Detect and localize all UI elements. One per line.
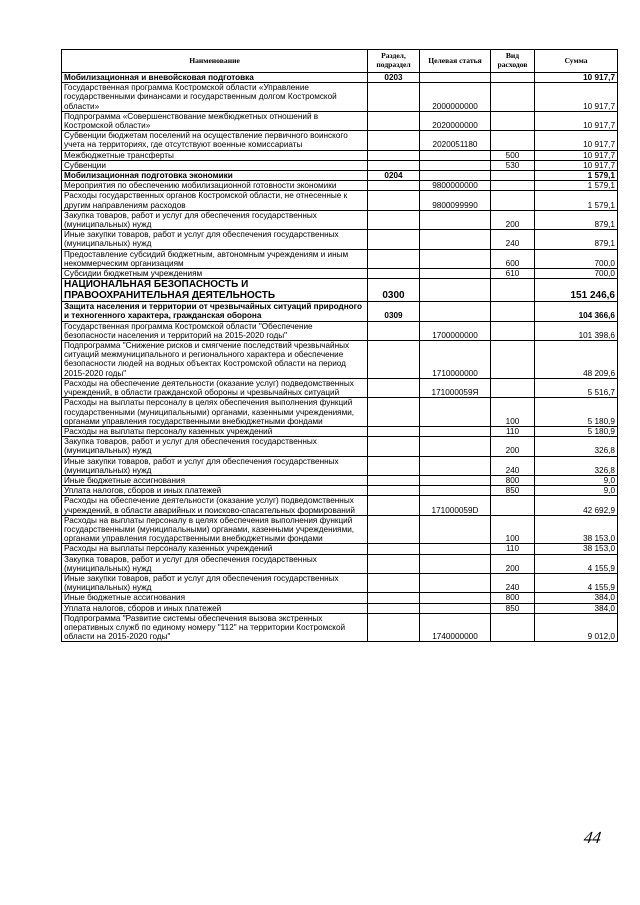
cell-sum: 9,0 — [535, 486, 618, 496]
cell-type — [491, 171, 535, 181]
table-row — [62, 456, 618, 475]
table-row — [62, 191, 618, 210]
cell-section — [368, 475, 420, 485]
cell-name: Расходы на выплаты персоналу казенных учреждений — [62, 544, 368, 554]
cell-name: Субвенции бюджетам поселений на осуществление первичного воинского учета на территориях, где отсутствуют военные комиссариаты — [62, 131, 368, 150]
cell-target — [420, 398, 491, 427]
cell-section — [368, 426, 420, 436]
header-sum: Сумма — [535, 50, 618, 73]
page-number: 44 — [582, 828, 603, 847]
cell-section: 0309 — [368, 302, 420, 321]
cell-section — [368, 613, 420, 642]
cell-section — [368, 210, 420, 229]
cell-target — [420, 249, 491, 268]
cell-target: 9800000000 — [420, 181, 491, 191]
cell-target: 9800099990 — [420, 191, 491, 210]
cell-target — [420, 603, 491, 613]
cell-type — [491, 83, 535, 112]
cell-sum: 151 246,6 — [535, 279, 618, 302]
cell-sum: 10 917,7 — [535, 131, 618, 150]
cell-type — [491, 341, 535, 379]
cell-sum: 1 579,1 — [535, 171, 618, 181]
cell-target — [420, 515, 491, 544]
cell-section: 0204 — [368, 171, 420, 181]
budget-table — [61, 49, 618, 642]
table-row — [62, 210, 618, 229]
cell-type — [491, 279, 535, 302]
cell-target — [420, 554, 491, 573]
table-row — [62, 171, 618, 181]
cell-target: 1710000000 — [420, 341, 491, 379]
cell-name: Иные закупки товаров, работ и услуг для обеспечения государственных (муниципальных) нужд — [62, 456, 368, 475]
cell-target — [420, 150, 491, 160]
cell-type: 240 — [491, 573, 535, 592]
cell-section — [368, 593, 420, 603]
cell-type — [491, 111, 535, 130]
cell-section — [368, 554, 420, 573]
table-row — [62, 150, 618, 160]
cell-type: 240 — [491, 230, 535, 249]
cell-target — [420, 593, 491, 603]
table-row — [62, 302, 618, 321]
cell-type: 100 — [491, 398, 535, 427]
cell-sum: 700,0 — [535, 269, 618, 279]
cell-type: 610 — [491, 269, 535, 279]
cell-name: Подпрограмма «Совершенствование межбюджетных отношений в Костромской области» — [62, 111, 368, 130]
cell-type: 100 — [491, 515, 535, 544]
cell-target — [420, 486, 491, 496]
cell-target: 1740000000 — [420, 613, 491, 642]
cell-section — [368, 269, 420, 279]
cell-section — [368, 83, 420, 112]
cell-type: 530 — [491, 160, 535, 170]
cell-target: 2020000000 — [420, 111, 491, 130]
cell-target: 171000059Я — [420, 378, 491, 397]
table-row — [62, 573, 618, 592]
table-row — [62, 496, 618, 515]
cell-name: Расходы на обеспечение деятельности (оказание услуг) подведомственных учреждений, в области гражданской обороны и чрезвычайных ситуаций — [62, 378, 368, 397]
cell-name: Иные закупки товаров, работ и услуг для обеспечения государственных (муниципальных) нужд — [62, 573, 368, 592]
cell-section — [368, 437, 420, 456]
cell-name: Мобилизационная подготовка экономики — [62, 171, 368, 181]
cell-name: Межбюджетные трансферты — [62, 150, 368, 160]
cell-type — [491, 131, 535, 150]
table-row — [62, 613, 618, 642]
cell-sum: 38 153,0 — [535, 544, 618, 554]
cell-name: Расходы на выплаты персоналу казенных учреждений — [62, 426, 368, 436]
cell-name: Иные закупки товаров, работ и услуг для обеспечения государственных (муниципальных) нужд — [62, 230, 368, 249]
cell-name: Уплата налогов, сборов и иных платежей — [62, 486, 368, 496]
cell-name: Мобилизационная и вневойсковая подготовка — [62, 73, 368, 83]
cell-type: 110 — [491, 544, 535, 554]
cell-type — [491, 181, 535, 191]
cell-sum: 5 516,7 — [535, 378, 618, 397]
cell-section — [368, 341, 420, 379]
cell-section: 0300 — [368, 279, 420, 302]
cell-section — [368, 486, 420, 496]
cell-sum: 10 917,7 — [535, 150, 618, 160]
table-row — [62, 378, 618, 397]
cell-type: 500 — [491, 150, 535, 160]
cell-type: 240 — [491, 456, 535, 475]
cell-sum: 4 155,9 — [535, 573, 618, 592]
cell-sum: 101 398,6 — [535, 321, 618, 340]
cell-target — [420, 475, 491, 485]
cell-target — [420, 426, 491, 436]
cell-type: 800 — [491, 475, 535, 485]
cell-type: 800 — [491, 593, 535, 603]
cell-name: Расходы на обеспечение деятельности (оказание услуг) подведомственных учреждений, в области аварийных и поисково-спасательных формирований — [62, 496, 368, 515]
cell-sum: 5 180,9 — [535, 398, 618, 427]
budget-table-page — [61, 49, 617, 642]
cell-type — [491, 302, 535, 321]
cell-target — [420, 160, 491, 170]
cell-type — [491, 191, 535, 210]
cell-sum: 9 012,0 — [535, 613, 618, 642]
cell-target — [420, 279, 491, 302]
header-name: Наименование — [62, 50, 368, 73]
cell-target — [420, 302, 491, 321]
table-row — [62, 131, 618, 150]
cell-section — [368, 456, 420, 475]
cell-name: Субвенции — [62, 160, 368, 170]
cell-type: 200 — [491, 210, 535, 229]
cell-type — [491, 378, 535, 397]
table-row — [62, 249, 618, 268]
cell-sum: 104 366,6 — [535, 302, 618, 321]
cell-target — [420, 210, 491, 229]
table-row — [62, 593, 618, 603]
cell-name: Иные бюджетные ассигнования — [62, 475, 368, 485]
cell-sum: 38 153,0 — [535, 515, 618, 544]
cell-sum: 4 155,9 — [535, 554, 618, 573]
cell-target — [420, 437, 491, 456]
table-row — [62, 426, 618, 436]
cell-target — [420, 544, 491, 554]
table-row — [62, 341, 618, 379]
cell-section — [368, 603, 420, 613]
cell-type: 200 — [491, 554, 535, 573]
table-row — [62, 321, 618, 340]
table-row — [62, 603, 618, 613]
cell-sum: 384,0 — [535, 593, 618, 603]
cell-sum: 326,8 — [535, 456, 618, 475]
cell-name: Расходы на выплаты персоналу в целях обеспечения выполнения функций государственными (муниципальными) органами, казенными учреждениями, органами управления государственными внебюджетными фондами — [62, 515, 368, 544]
table-body — [62, 73, 618, 642]
cell-type — [491, 496, 535, 515]
table-row — [62, 279, 618, 302]
cell-name: Расходы на выплаты персоналу в целях обеспечения выполнения функций государственными (муниципальными) органами, казенными учреждениями, органами управления государственными внебюджетными фондами — [62, 398, 368, 427]
cell-sum: 42 692,9 — [535, 496, 618, 515]
cell-section: 0203 — [368, 73, 420, 83]
cell-sum: 384,0 — [535, 603, 618, 613]
table-row — [62, 83, 618, 112]
cell-target — [420, 73, 491, 83]
cell-name: Закупка товаров, работ и услуг для обеспечения государственных (муниципальных) нужд — [62, 437, 368, 456]
table-row — [62, 515, 618, 544]
cell-name: Подпрограмма "Развитие системы обеспечения вызова экстренных оперативных служб по единому номеру "112" на территории Костромской области на 2015-2020 годы" — [62, 613, 368, 642]
cell-target: 171000059D — [420, 496, 491, 515]
cell-name: Защита населения и территории от чрезвычайных ситуаций природного и техногенного характера, гражданская оборона — [62, 302, 368, 321]
cell-target — [420, 230, 491, 249]
table-row — [62, 437, 618, 456]
cell-name: Закупка товаров, работ и услуг для обеспечения государственных (муниципальных) нужд — [62, 554, 368, 573]
table-header-row — [62, 50, 618, 73]
header-type: Вид расходов — [491, 50, 535, 73]
table-row — [62, 554, 618, 573]
table-row — [62, 269, 618, 279]
cell-section — [368, 150, 420, 160]
cell-type — [491, 613, 535, 642]
cell-section — [368, 321, 420, 340]
table-row — [62, 160, 618, 170]
cell-sum: 700,0 — [535, 249, 618, 268]
cell-type: 850 — [491, 486, 535, 496]
cell-sum: 5 180,9 — [535, 426, 618, 436]
cell-sum: 48 209,6 — [535, 341, 618, 379]
cell-target — [420, 573, 491, 592]
table-row — [62, 486, 618, 496]
cell-sum: 879,1 — [535, 210, 618, 229]
cell-section — [368, 544, 420, 554]
cell-sum: 10 917,7 — [535, 111, 618, 130]
cell-section — [368, 398, 420, 427]
cell-name: Предоставление субсидий бюджетным, автономным учреждениям и иным некоммерческим организациям — [62, 249, 368, 268]
cell-sum: 879,1 — [535, 230, 618, 249]
cell-name: НАЦИОНАЛЬНАЯ БЕЗОПАСНОСТЬ И ПРАВООХРАНИТЕЛЬНАЯ ДЕЯТЕЛЬНОСТЬ — [62, 279, 368, 302]
cell-name: Иные бюджетные ассигнования — [62, 593, 368, 603]
table-row — [62, 73, 618, 83]
table-row — [62, 398, 618, 427]
cell-sum: 9,0 — [535, 475, 618, 485]
cell-name: Государственная программа Костромской области "Обеспечение безопасности населения и территорий на 2015-2020 годы" — [62, 321, 368, 340]
table-row — [62, 181, 618, 191]
table-row — [62, 544, 618, 554]
cell-target: 1700000000 — [420, 321, 491, 340]
cell-section — [368, 160, 420, 170]
cell-sum: 10 917,7 — [535, 160, 618, 170]
cell-type — [491, 321, 535, 340]
cell-section — [368, 191, 420, 210]
table-row — [62, 230, 618, 249]
cell-section — [368, 181, 420, 191]
cell-name: Подпрограмма "Снижение рисков и смягчение последствий чрезвычайных ситуаций межмуниципального и регионального характера и обеспечение безопасности людей на водных объектах Костромской области на период 2015-2020 годы" — [62, 341, 368, 379]
cell-name: Расходы государственных органов Костромской области, не отнесенные к другим направлениям расходов — [62, 191, 368, 210]
cell-target: 2020051180 — [420, 131, 491, 150]
cell-section — [368, 378, 420, 397]
cell-section — [368, 515, 420, 544]
cell-section — [368, 249, 420, 268]
cell-type: 110 — [491, 426, 535, 436]
cell-name: Государственная программа Костромской области «Управление государственными финансами и государственным долгом Костромской области» — [62, 83, 368, 112]
header-target: Целевая статья — [420, 50, 491, 73]
cell-type: 850 — [491, 603, 535, 613]
cell-name: Закупка товаров, работ и услуг для обеспечения государственных (муниципальных) нужд — [62, 210, 368, 229]
cell-sum: 1 579,1 — [535, 181, 618, 191]
cell-sum: 10 917,7 — [535, 73, 618, 83]
cell-sum: 10 917,7 — [535, 83, 618, 112]
cell-target — [420, 269, 491, 279]
cell-target: 2000000000 — [420, 83, 491, 112]
cell-section — [368, 230, 420, 249]
cell-section — [368, 496, 420, 515]
cell-section — [368, 111, 420, 130]
cell-name: Субсидии бюджетным учреждениям — [62, 269, 368, 279]
cell-type — [491, 73, 535, 83]
table-row — [62, 111, 618, 130]
cell-sum: 326,8 — [535, 437, 618, 456]
cell-target — [420, 456, 491, 475]
cell-type: 200 — [491, 437, 535, 456]
cell-sum: 1 579,1 — [535, 191, 618, 210]
cell-target — [420, 171, 491, 181]
table-row — [62, 475, 618, 485]
header-section: Раздел, подраздел — [368, 50, 420, 73]
cell-name: Мероприятия по обеспечению мобилизационной готовности экономики — [62, 181, 368, 191]
cell-type: 600 — [491, 249, 535, 268]
cell-section — [368, 131, 420, 150]
cell-name: Уплата налогов, сборов и иных платежей — [62, 603, 368, 613]
cell-section — [368, 573, 420, 592]
